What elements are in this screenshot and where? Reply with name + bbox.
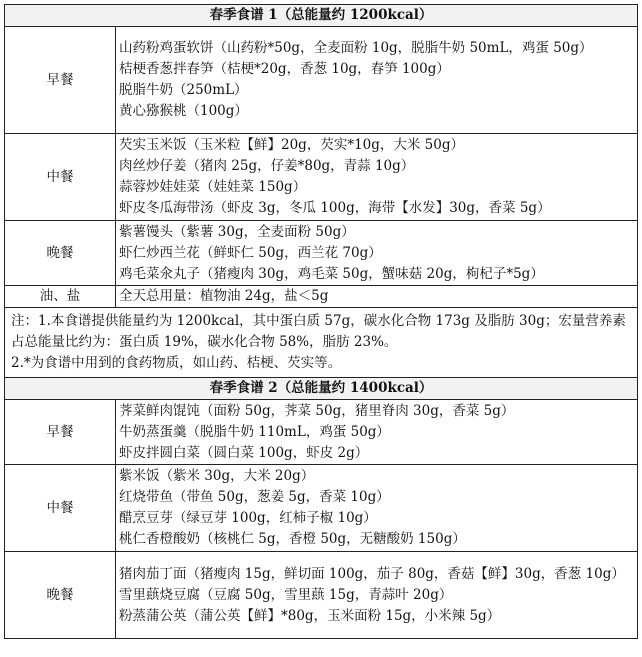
meal-name: 中餐 bbox=[5, 134, 116, 221]
dish-item: 虾皮冬瓜海带汤（虾皮 3g，冬瓜 100g，海带【水发】30g，香菜 5g） bbox=[119, 200, 551, 216]
dish-item: 猪肉茄丁面（猪瘦肉 15g，鲜切面 100g，茄子 80g，香菇【鲜】30g，香葱 10g） bbox=[119, 565, 625, 582]
menu-table bbox=[4, 4, 638, 639]
dish-item: 芡实玉米饭（玉米粒【鲜】20g，芡实*10g，大米 50g） bbox=[119, 137, 465, 153]
menu2-title: 春季食谱 2（总能量约 1400kcal） bbox=[5, 378, 638, 400]
dish-item: 粉蒸蒲公英（蒲公英【鲜】*80g，玉米面粉 15g，小米辣 5g） bbox=[119, 607, 501, 624]
meal-items bbox=[116, 552, 638, 639]
menu1-notes bbox=[5, 308, 638, 378]
menu1-lunch-row bbox=[5, 134, 638, 221]
dish-item: 红烧带鱼（带鱼 50g，葱姜 5g，香菜 10g） bbox=[119, 489, 390, 505]
menu1-title-row bbox=[5, 5, 638, 27]
menu1-dinner-row bbox=[5, 221, 638, 286]
meal-name: 油、盐 bbox=[5, 286, 116, 308]
menu1-notes-row bbox=[5, 308, 638, 378]
meal-name: 晚餐 bbox=[5, 221, 116, 286]
meal-name: 早餐 bbox=[5, 400, 116, 465]
menu2-breakfast-row bbox=[5, 400, 638, 465]
dish-item: 紫薯馒头（紫薯 30g，全麦面粉 50g） bbox=[119, 223, 355, 240]
dish-item: 脱脂牛奶（250mL） bbox=[119, 82, 248, 98]
meal-items bbox=[116, 465, 638, 552]
meal-items bbox=[116, 27, 638, 134]
menu1-breakfast-row bbox=[5, 27, 638, 134]
dish-item: 肉丝炒仔姜（猪肉 25g，仔姜*80g，青蒜 10g） bbox=[119, 158, 415, 174]
menu2-title-row bbox=[5, 378, 638, 400]
dish-item: 桔梗香葱拌春笋（桔梗*20g，香葱 10g，春笋 100g） bbox=[119, 61, 450, 77]
meal-items bbox=[116, 400, 638, 465]
meal-name: 晚餐 bbox=[5, 552, 116, 639]
dish-item: 鸡毛菜氽丸子（猪瘦肉 30g，鸡毛菜 50g，蟹味菇 20g，枸杞子*5g） bbox=[119, 265, 544, 282]
dish-item: 紫米饭（紫米 30g，大米 20g） bbox=[119, 468, 315, 484]
dish-item: 蒜蓉炒娃娃菜（娃娃菜 150g） bbox=[119, 179, 307, 195]
note-line: 2.*为食谱中用到的食药物质，如山药、桔梗、芡实等。 bbox=[11, 355, 342, 371]
menu1-title: 春季食谱 1（总能量约 1200kcal） bbox=[5, 5, 638, 27]
dish-item: 黄心猕猴桃（100g） bbox=[119, 103, 248, 119]
dish-item: 雪里蕻烧豆腐（豆腐 50g，雪里蕻 15g，青蒜叶 20g） bbox=[119, 586, 453, 603]
dish-item: 山药粉鸡蛋软饼（山药粉*50g，全麦面粉 10g，脱脂牛奶 50mL，鸡蛋 50g） bbox=[119, 40, 593, 56]
menu2-lunch-row bbox=[5, 465, 638, 552]
menu1-oil-salt-row bbox=[5, 286, 638, 308]
meal-items bbox=[116, 221, 638, 286]
dish-item: 虾皮拌圆白菜（圆白菜 100g，虾皮 2g） bbox=[119, 444, 369, 461]
dish-item: 醋烹豆芽（绿豆芽 100g，红柿子椒 10g） bbox=[119, 510, 377, 526]
meal-items bbox=[116, 286, 638, 308]
meal-name: 早餐 bbox=[5, 27, 116, 134]
meal-items bbox=[116, 134, 638, 221]
menu2-dinner-row bbox=[5, 552, 638, 639]
dish-item: 桃仁香橙酸奶（核桃仁 5g，香橙 50g，无糖酸奶 150g） bbox=[119, 531, 466, 547]
dish-item: 荠菜鲜肉馄饨（面粉 50g，荠菜 50g，猪里脊肉 30g，香菜 5g） bbox=[119, 402, 515, 419]
dish-item: 牛奶蒸蛋羹（脱脂牛奶 110mL，鸡蛋 50g） bbox=[119, 423, 390, 440]
note-line: 注：1.本食谱提供能量约为 1200kcal，其中蛋白质 57g，碳水化合物 173g 及脂肪 30g；宏量营养素占总能量比约为：蛋白质 19%，碳水化合物 58%，脂肪 23%。 bbox=[11, 313, 626, 350]
meal-name: 中餐 bbox=[5, 465, 116, 552]
dish-item: 虾仁炒西兰花（鲜虾仁 50g，西兰花 70g） bbox=[119, 244, 382, 261]
dish-item: 全天总用量：植物油 24g，盐＜5g bbox=[119, 288, 329, 304]
